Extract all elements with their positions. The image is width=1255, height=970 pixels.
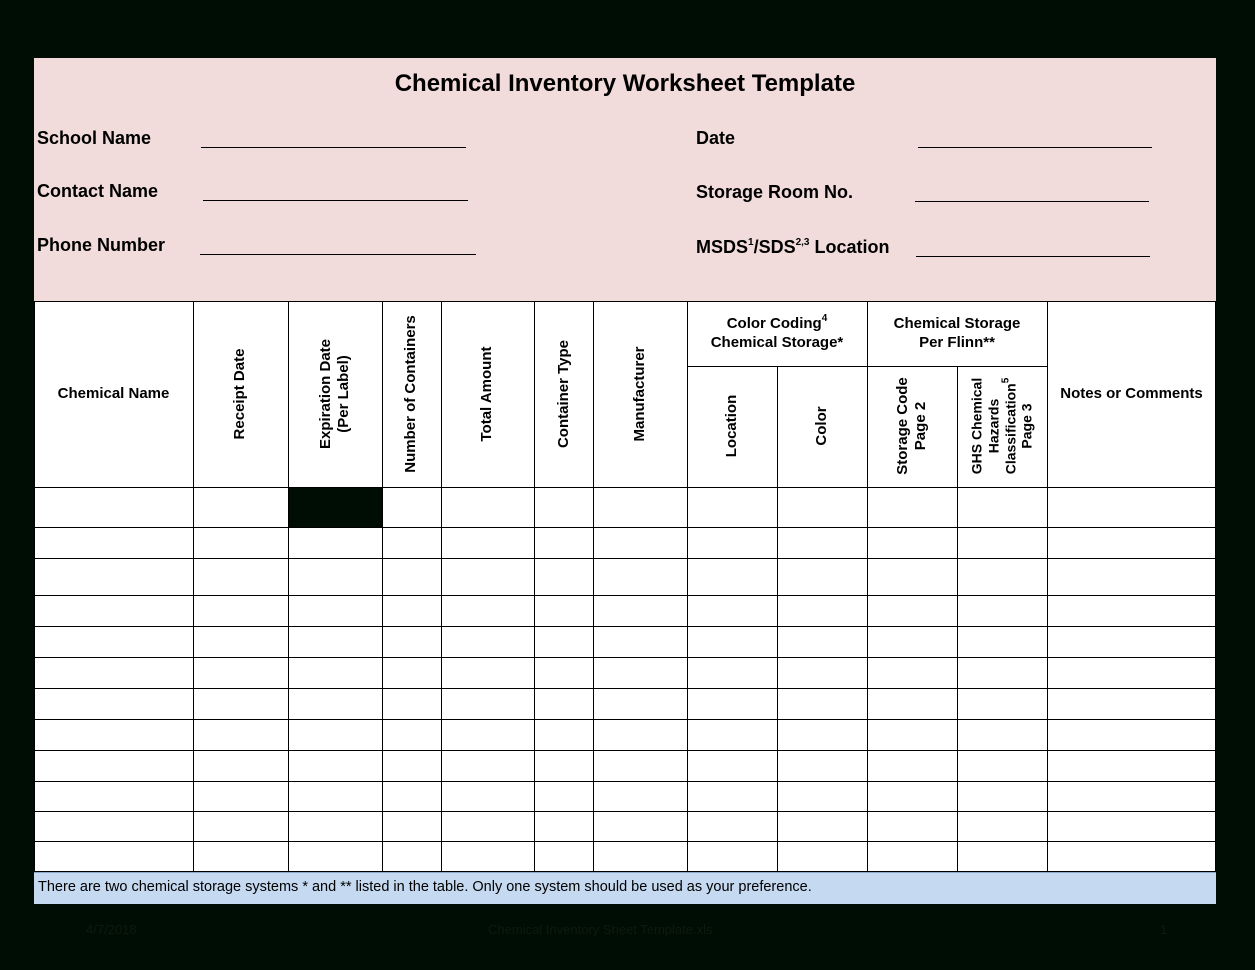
table-row <box>34 626 1216 627</box>
col-receipt-date: Receipt Date <box>231 348 248 440</box>
col-color-coding-group: Color Coding$^4$ Chemical Storage* <box>710 312 844 351</box>
grid-line <box>957 366 958 872</box>
phone-number-field[interactable] <box>200 254 476 255</box>
grid-line <box>593 301 594 872</box>
table-row <box>34 527 1216 528</box>
date-label: Date <box>696 128 736 148</box>
table-row <box>34 719 1216 720</box>
contact-name-label: Contact Name <box>37 181 159 201</box>
col-container-type: Container Type <box>555 339 572 449</box>
col-ghs-classification: GHS Chemical Hazards Classification$^5$ Page 3 <box>968 377 1035 475</box>
table-row <box>34 781 1216 782</box>
col-notes: Notes or Comments <box>1060 384 1203 402</box>
col-expiration-date: Expiration Date (Per Label) <box>317 338 352 450</box>
col-chemical-name: Chemical Name <box>57 384 170 402</box>
col-storage-code: Storage Code Page 2 <box>894 377 929 475</box>
phone-number-label: Phone Number <box>37 235 166 255</box>
storage-room-field[interactable] <box>915 201 1149 202</box>
msds-location-label: MSDS$^1$/SDS$^{2,3}$ Location <box>696 237 890 257</box>
page-footer-number: 1 <box>1160 922 1168 937</box>
table-row <box>34 811 1216 812</box>
grid-line <box>1047 301 1048 872</box>
form-header <box>34 58 1216 301</box>
page-title: Chemical Inventory Worksheet Template <box>394 70 856 97</box>
footer-note <box>34 872 1216 904</box>
table-row <box>34 657 1216 658</box>
school-name-label: School Name <box>37 128 152 148</box>
school-name-field[interactable] <box>201 147 466 148</box>
redacted-cell <box>288 487 382 527</box>
grid-line <box>687 301 688 872</box>
msds-location-field[interactable] <box>916 256 1150 257</box>
col-location: Location <box>723 394 740 458</box>
grid-line <box>193 301 194 872</box>
grid-line <box>34 301 1216 302</box>
grid-line <box>534 301 535 872</box>
grid-line <box>1215 301 1216 872</box>
storage-room-label: Storage Room No. <box>696 182 854 202</box>
contact-name-field[interactable] <box>203 200 468 201</box>
col-total-amount: Total Amount <box>478 346 495 442</box>
col-manufacturer: Manufacturer <box>631 346 648 442</box>
table-row <box>34 750 1216 751</box>
worksheet <box>34 58 1216 903</box>
grid-line <box>777 366 778 872</box>
footer-note-text: There are two chemical storage systems * and ** listed in the table. Only one system should be used as your preference. <box>38 879 812 895</box>
col-number-of-containers: Number of Containers <box>402 315 419 473</box>
grid-line <box>867 301 868 872</box>
table-row <box>34 595 1216 596</box>
grid-line <box>34 301 35 872</box>
grid-line <box>34 487 1216 488</box>
grid-line <box>441 301 442 872</box>
date-field[interactable] <box>918 147 1152 148</box>
inventory-table <box>34 301 1216 872</box>
grid-line <box>382 301 383 872</box>
col-flinn-group: Chemical Storage Per Flinn** <box>893 314 1021 351</box>
page-footer-filename: Chemical Inventory Sheet Template.xls <box>488 922 713 937</box>
table-row <box>34 841 1216 842</box>
grid-line <box>288 301 289 872</box>
table-row <box>34 558 1216 559</box>
page-footer-date: 4/7/2018 <box>86 922 137 937</box>
table-row <box>34 688 1216 689</box>
col-color: Color <box>813 406 830 446</box>
